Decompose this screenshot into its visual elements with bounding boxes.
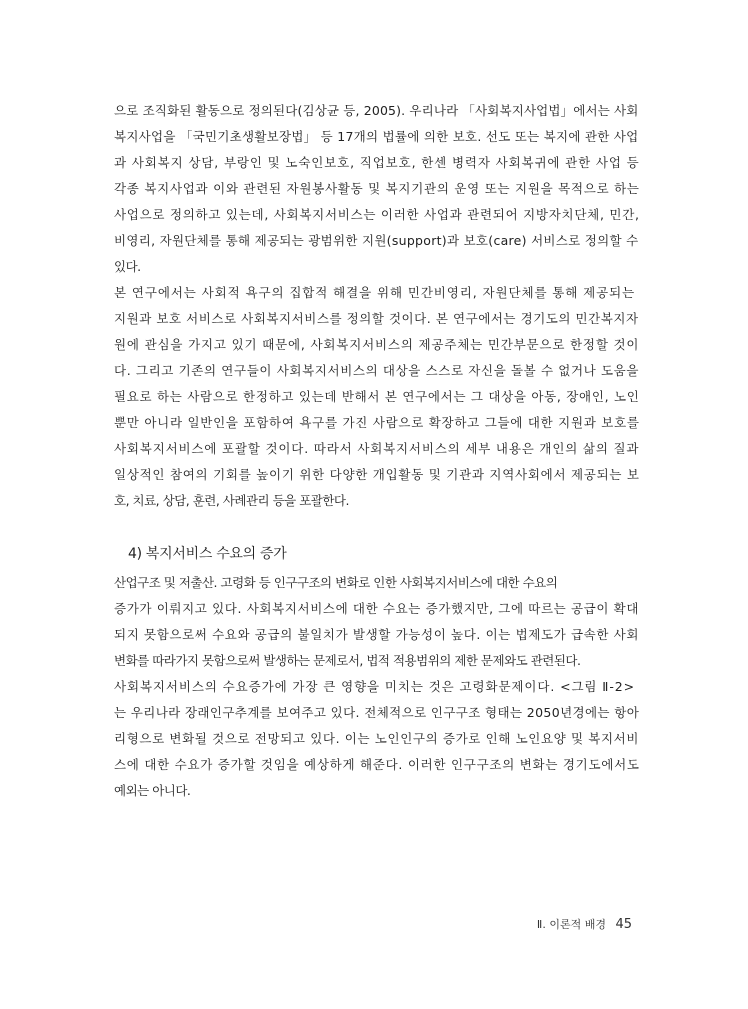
- text-line: 사회복지서비스에 포괄할 것이다. 따라서 사회복지서비스의 세부 내용은 개인의 삶의 질과: [114, 441, 640, 456]
- text-line: 변화를 따라가지 못함으로써 발생하는 문제로서, 법적 적용범위의 제한 문제와도 관련된다.: [114, 653, 581, 668]
- page-body: [114, 98, 638, 804]
- text-line: 는 우리나라 장래인구추계를 보여주고 있다. 전체적으로 인구구조 형태는 2050년경에는 항아: [114, 705, 640, 720]
- text-line: 원에 관심을 가지고 있기 때문에, 사회복지서비스의 제공주체는 민간부문으로 한정할 것이: [114, 337, 640, 352]
- text-line: 예외는 아니다.: [114, 783, 191, 798]
- body-text-top: [114, 98, 638, 514]
- text-line: 호, 치료, 상담, 훈련, 사례관리 등을 포괄한다.: [114, 493, 349, 508]
- text-line: 리형으로 변화될 것으로 전망되고 있다. 이는 노인인구의 증가로 인해 노인요양 및 복지서비: [114, 731, 640, 746]
- paragraph: [114, 570, 638, 674]
- text-line: 비영리, 자원단체를 통해 제공되는 광범위한 지원(support)과 보호(care) 서비스로 정의할 수: [114, 233, 639, 248]
- text-line: 되지 못함으로써 수요와 공급의 불일치가 발생할 가능성이 높다. 이는 법제도가 급속한 사회: [114, 627, 640, 642]
- text-line: 으로 조직화된 활동으로 정의된다(김상균 등, 2005). 우리나라 「사회복지사업법」에서는 사회: [114, 103, 639, 118]
- section-heading: 4) 복지서비스 수요의 증가: [128, 546, 287, 562]
- body-text-bottom: [114, 570, 638, 804]
- text-line: 본 연구에서는 사회적 욕구의 집합적 해결을 위해 민간비영리, 자원단체를 통해 제공되는: [114, 285, 636, 300]
- text-line: 각종 복지사업과 이와 관련된 자원봉사활동 및 복지기관의 운영 또는 지원을 목적으로 하는: [114, 181, 640, 196]
- text-line: 있다.: [114, 259, 141, 274]
- text-line: 증가가 이뤄지고 있다. 사회복지서비스에 대한 수요는 증가했지만, 그에 따르는 공급이 확대: [114, 601, 640, 616]
- text-line: 일상적인 참여의 기회를 높이기 위한 다양한 개입활동 및 기관과 지역사회에서 제공되는 보: [114, 467, 640, 482]
- page-number: 45: [615, 917, 632, 932]
- page-footer: [537, 916, 632, 932]
- text-line: 산업구조 및 저출산. 고령화 등 인구구조의 변화로 인한 사회복지서비스에 대한 수요의: [114, 575, 558, 590]
- text-line: 사업으로 정의하고 있는데, 사회복지서비스는 이러한 사업과 관련되어 지방자치단체, 민간,: [114, 207, 640, 222]
- paragraph: [114, 674, 638, 804]
- text-line: 지원과 보호 서비스로 사회복지서비스를 정의할 것이다. 본 연구에서는 경기도의 민간복지자: [114, 311, 639, 326]
- footer-section-title: Ⅱ. 이론적 배경: [536, 918, 606, 931]
- text-line: 복지사업을 「국민기초생활보장법」 등 17개의 법률에 의한 보호. 선도 또는 복지에 관한 사업: [114, 129, 639, 144]
- text-line: 필요로 하는 사람으로 한정하고 있는데 반해서 본 연구에서는 그 대상을 아동, 장애인, 노인: [114, 389, 640, 404]
- text-line: 스에 대한 수요가 증가할 것임을 예상하게 해준다. 이러한 인구구조의 변화는 경기도에서도: [114, 757, 640, 772]
- paragraph: [114, 280, 638, 514]
- text-line: 뿐만 아니라 일반인을 포함하여 욕구를 가진 사람으로 확장하고 그들에 대한 지원과 보호를: [114, 415, 640, 430]
- text-line: 사회복지서비스의 수요증가에 가장 큰 영향을 미치는 것은 고령화문제이다. <그림 Ⅱ-2>: [114, 679, 635, 694]
- paragraph: [114, 98, 638, 280]
- text-line: 다. 그리고 기존의 연구들이 사회복지서비스의 대상을 스스로 자신을 돌볼 수 없거나 도움을: [114, 363, 640, 378]
- text-line: 과 사회복지 상담, 부랑인 및 노숙인보호, 직업보호, 한센 병력자 사회복귀에 관한 사업 등: [114, 155, 640, 170]
